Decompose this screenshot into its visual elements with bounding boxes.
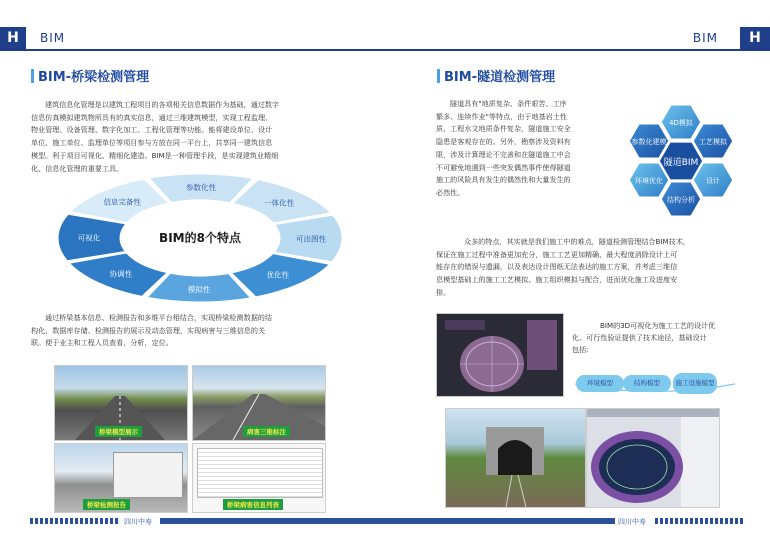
photo-label-defect-list: 桥梁病害信息列表 — [223, 499, 283, 510]
ring-segment-label: 可视化 — [77, 233, 101, 243]
header-letter-left: H — [0, 27, 26, 49]
ring-segment-label: 优化性 — [266, 270, 290, 280]
right-body-paragraph: 众多的特点，其实就是我们施工中的难点，隧道检测管理结合BIM技术， 保证在施工过程中准备更加充分，施工工艺更加精确，最大程度消除设计上可 能存在的错误与遗漏，以及表达设计图纸无法表达的施工方案，并考虑三维信 息模型基础上的施工工艺模拟、施工组织模拟与配合，进而优化施工及进度安 排。 — [436, 237, 690, 297]
tunnel-bim-hex-cluster — [615, 100, 745, 225]
pill-structure-model: 结构模型 — [623, 375, 671, 392]
tunnel-3d-model-image — [436, 313, 564, 397]
tunnel-bim-software-photo — [586, 408, 720, 508]
left-intro-paragraph: 建筑信息化管理是以建筑工程项目的各项相关信息数据作为基础，通过数字 信息仿真模拟建筑物所具有的真实信息，通过三维建筑模型，实现工程监理、 物业管理、设备管理、数字化加工、工程化管理等功能。能将建设单位、设计 单位、施工单位、监理单位等项目参与方放在同一平台上，共享同一建筑信息 模型。利于项目可视化、精细化建造。BIM是一种管理手段，是实现建筑业精细 化、信息化管理的重要工具。 — [31, 100, 280, 173]
ring-segment-label: 一体化性 — [264, 198, 295, 208]
ring-center-label: BIM的8个特点 — [159, 231, 241, 245]
right-intro-paragraph: 隧道具有"地质复杂、条件艰苦、工序 繁多、连续作业"等特点，由于地基岩土性 质、工程水文地质条件复杂，隧道施工安全 隐患是客观存在的。另外，勘察涉及资料有 限，涉及计算理论不完善和在隧道施工中会 不可避免地遇到一些突发偶然事件使得隧道 施工的风险具有发生的偶然性和大量发生的 必然性。 — [436, 99, 571, 197]
photo-label-bridge-report: 桥梁检测报告 — [83, 499, 130, 510]
footer-stripes-right — [655, 518, 745, 524]
left-section-title: BIM-桥梁检测管理 — [31, 66, 149, 85]
bim-features-ring-diagram — [55, 172, 345, 304]
right-section-title: BIM-隧道检测管理 — [437, 66, 555, 85]
left-body-paragraph: 通过桥梁基本信息、检测报告和多维平台相结合，实现桥梁检测数据的结 构化，数据库存储、检测报告的展示及动态管理，实现病害与三维信息的关 联。便于业主和工程人员查看，分析，定位。 — [31, 313, 272, 348]
photo-label-defect-annotation: 病害三维标注 — [243, 426, 290, 437]
hex-cell-label: 环境优化 — [635, 177, 663, 185]
defect-3d-annotation-photo — [192, 365, 326, 441]
header-text-left: BIM — [40, 31, 66, 45]
footer-bar-right — [385, 518, 615, 524]
pill-construction-facility-model: 施工设施模型 — [673, 373, 717, 394]
ring-segment-label: 参数化性 — [185, 183, 216, 193]
bridge-defect-list-photo — [192, 443, 326, 513]
hex-center-label: 隧道BIM — [663, 158, 699, 168]
footer-text-left: 四川中寿 — [124, 518, 152, 526]
ring-segment-label: 可出图性 — [295, 234, 326, 244]
hex-cell-label: 设计 — [706, 177, 720, 185]
bridge-report-photo — [54, 443, 188, 513]
hex-cell-label: 4D模拟 — [669, 119, 693, 127]
header-divider-right — [385, 49, 770, 51]
header-text-right: BIM — [692, 31, 718, 45]
footer-stripes-left — [30, 518, 120, 524]
hex-cell-label: 结构分析 — [667, 196, 695, 204]
ring-segment-label: 模拟性 — [187, 284, 211, 294]
pill-environment-model: 环境模型 — [576, 375, 624, 392]
footer-text-right: 四川中寿 — [618, 518, 646, 526]
header-letter-right: H — [740, 27, 770, 49]
photo-label-bridge-model: 桥梁模型展示 — [95, 426, 142, 437]
header-divider-left — [0, 49, 385, 51]
hex-cell-label: 参数化建模 — [631, 138, 667, 146]
footer-bar-left — [160, 518, 385, 524]
right-model-paragraph: BIM的3D可视化为施工工艺的设计优 化、可行性验证提供了技术途径，基础设计 包括： — [572, 321, 716, 354]
tunnel-entrance-photo — [445, 408, 586, 508]
hex-cell-label: 工艺模拟 — [699, 138, 727, 146]
bridge-model-photo — [54, 365, 188, 441]
ring-segment-label: 协调性 — [109, 269, 133, 279]
ring-segment-label: 信息完备性 — [103, 197, 141, 207]
